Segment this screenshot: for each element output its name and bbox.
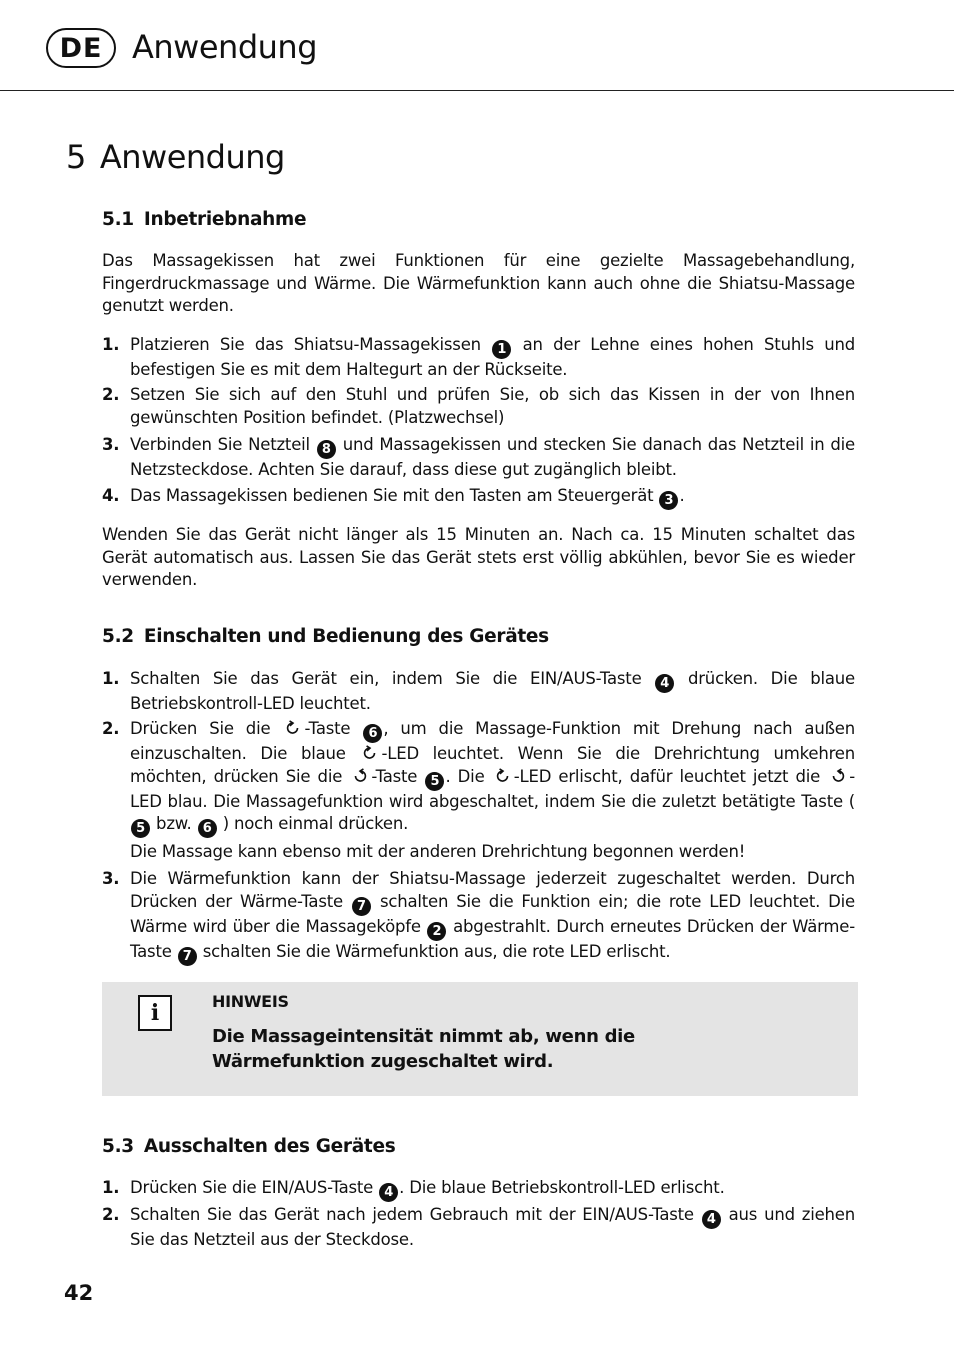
list-item-extra — [102, 841, 855, 864]
item-number: 4. — [102, 486, 120, 505]
section-title: Einschalten und Bedienung des Gerätes — [143, 626, 549, 647]
item-text: -Taste — [304, 719, 351, 738]
section-heading-5-3 — [102, 1136, 395, 1157]
item-text: drücken. Die blaue Betriebskontroll-LED leuchtet. — [130, 669, 856, 713]
item-text: Drücken Sie die — [130, 719, 271, 738]
list-item — [102, 868, 855, 966]
note-text: Die Massageintensität nimmt ab, wenn die Wärmefunktion zugeschaltet wird. — [212, 1026, 635, 1072]
ref-2-icon: 2 — [427, 922, 446, 941]
ref-7-icon: 7 — [352, 897, 371, 916]
ref-5-icon: 5 — [425, 772, 444, 791]
list-item — [102, 334, 855, 382]
note-box — [102, 982, 858, 1096]
item-text: ) noch einmal drücken. — [222, 814, 409, 833]
item-number: 3. — [102, 869, 120, 888]
section-title: Ausschalten des Gerätes — [143, 1136, 396, 1157]
intro-paragraph: Das Massagekissen hat zwei Funktionen für eine gezielte Massagebehandlung, Fingerdruckmassage und Wärme. Die Wärmefunktion kann auch ohne die Shiatsu-Massage genutzt werden. — [102, 251, 855, 315]
ref-8-icon: 8 — [317, 440, 336, 459]
item-text: Platzieren Sie das Shiatsu-Massagekissen — [130, 335, 481, 354]
item-text: Die Wärmefunktion kann der Shiatsu-Massage jederzeit zugeschaltet werden. Durch Drücken der Wärme-Taste — [130, 869, 855, 911]
item-text: schalten Sie die Wärmefunktion aus, die rote LED erlischt. — [202, 941, 671, 961]
item-text: -LED blau. Die Massagefunktion wird abgeschaltet, indem Sie die zuletzt betätigte Taste ( — [130, 766, 856, 811]
info-icon: i — [138, 995, 172, 1031]
rotate-outward-icon — [361, 744, 379, 762]
section-number: 5.3 — [102, 1136, 134, 1157]
item-text: Schalten Sie das Gerät ein, indem Sie die EIN/AUS-Taste — [130, 669, 642, 688]
list-item — [102, 384, 855, 429]
rotate-inward-icon — [829, 767, 847, 785]
section-number: 5.1 — [102, 209, 134, 230]
item-text: -LED leuchtet. Wenn Sie die Drehrichtung umkehren möchten, drücken Sie die — [130, 744, 856, 786]
outro-paragraph: Wenden Sie das Gerät nicht länger als 15 Minuten an. Nach ca. 15 Minuten schaltet das Gerät automatisch aus. Lassen Sie das Gerät stets erst völlig abkühlen, bevor Sie es wieder verwenden. — [102, 525, 855, 589]
item-text: -LED erlischt, dafür leuchtet jetzt die — [513, 766, 821, 786]
chapter-number: 5 — [66, 138, 86, 176]
item-text: bzw. — [156, 814, 192, 833]
page-number: 42 — [64, 1281, 94, 1305]
item-text: Schalten Sie das Gerät nach jedem Gebrauch mit der EIN/AUS-Taste — [130, 1205, 694, 1224]
item-number: 2. — [102, 385, 120, 404]
item-text: an der Lehne eines hohen Stuhls und befestigen Sie es mit dem Haltegurt an der Rückseite. — [130, 335, 856, 379]
section-heading-5-2 — [102, 626, 549, 647]
ref-4-icon: 4 — [379, 1183, 398, 1202]
ref-7-icon: 7 — [178, 947, 197, 966]
list-item — [102, 485, 855, 510]
ref-4-icon: 4 — [702, 1210, 721, 1229]
list-item — [102, 1177, 855, 1202]
item-text: schalten Sie die Funktion ein; die rote LED leuchtet. Die Wärme wird über die Massageköpfe — [130, 891, 856, 936]
item-text: -Taste — [371, 766, 418, 786]
item-number: 1. — [102, 669, 120, 688]
ref-1-icon: 1 — [492, 340, 511, 359]
item-text: Das Massagekissen bedienen Sie mit den Tasten am Steuergerät — [130, 486, 654, 505]
list-item — [102, 1204, 855, 1252]
section-heading-5-1 — [102, 209, 306, 230]
item-text: . — [679, 486, 685, 505]
ref-6-icon: 6 — [363, 724, 382, 743]
section-number: 5.2 — [102, 626, 134, 647]
item-text: . Die blaue Betriebskontroll-LED erlischt. — [399, 1178, 725, 1197]
language-badge: DE — [46, 28, 116, 68]
list-item — [102, 718, 855, 838]
item-text: Die Massage kann ebenso mit der anderen Drehrichtung begonnen werden! — [130, 842, 746, 861]
item-text: . Die — [445, 766, 485, 786]
chapter-title: Anwendung — [99, 138, 285, 176]
item-number: 2. — [102, 719, 120, 738]
item-text: Verbinden Sie Netzteil — [130, 435, 310, 454]
item-number: 2. — [102, 1205, 120, 1224]
item-text: Drücken Sie die EIN/AUS-Taste — [130, 1178, 374, 1197]
ref-6-icon: 6 — [198, 819, 217, 838]
note-title: HINWEIS — [212, 992, 289, 1011]
ref-4-icon: 4 — [655, 674, 674, 693]
list-item — [102, 434, 855, 482]
rotate-outward-icon — [284, 719, 302, 737]
rotate-inward-icon — [351, 767, 369, 785]
list-item — [102, 668, 855, 716]
ref-3-icon: 3 — [659, 491, 678, 510]
chapter-heading — [66, 138, 285, 176]
item-text: , um die Massage-Funktion mit Drehung nach außen einzuschalten. Die blaue — [130, 719, 855, 763]
item-text: abgestrahlt. Durch erneutes Drücken der Wärme-Taste — [130, 916, 856, 961]
item-text: und Massagekissen und stecken Sie danach das Netzteil in die Netzsteckdose. Achten Sie darauf, dass diese gut zugänglich bleibt. — [130, 435, 856, 479]
item-number: 1. — [102, 1178, 120, 1197]
rotate-outward-icon — [494, 767, 512, 785]
section-title: Inbetriebnahme — [143, 209, 307, 230]
item-text: aus und ziehen Sie das Netzteil aus der Steckdose. — [130, 1205, 856, 1249]
item-number: 1. — [102, 335, 120, 354]
header-title: Anwendung — [132, 28, 317, 66]
item-number: 3. — [102, 435, 120, 454]
page-header — [0, 0, 954, 91]
ref-5-icon: 5 — [131, 819, 150, 838]
item-text: Setzen Sie sich auf den Stuhl und prüfen Sie, ob sich das Kissen in der von Ihnen gewünschten Position befindet. (Platzwechsel) — [130, 385, 855, 427]
